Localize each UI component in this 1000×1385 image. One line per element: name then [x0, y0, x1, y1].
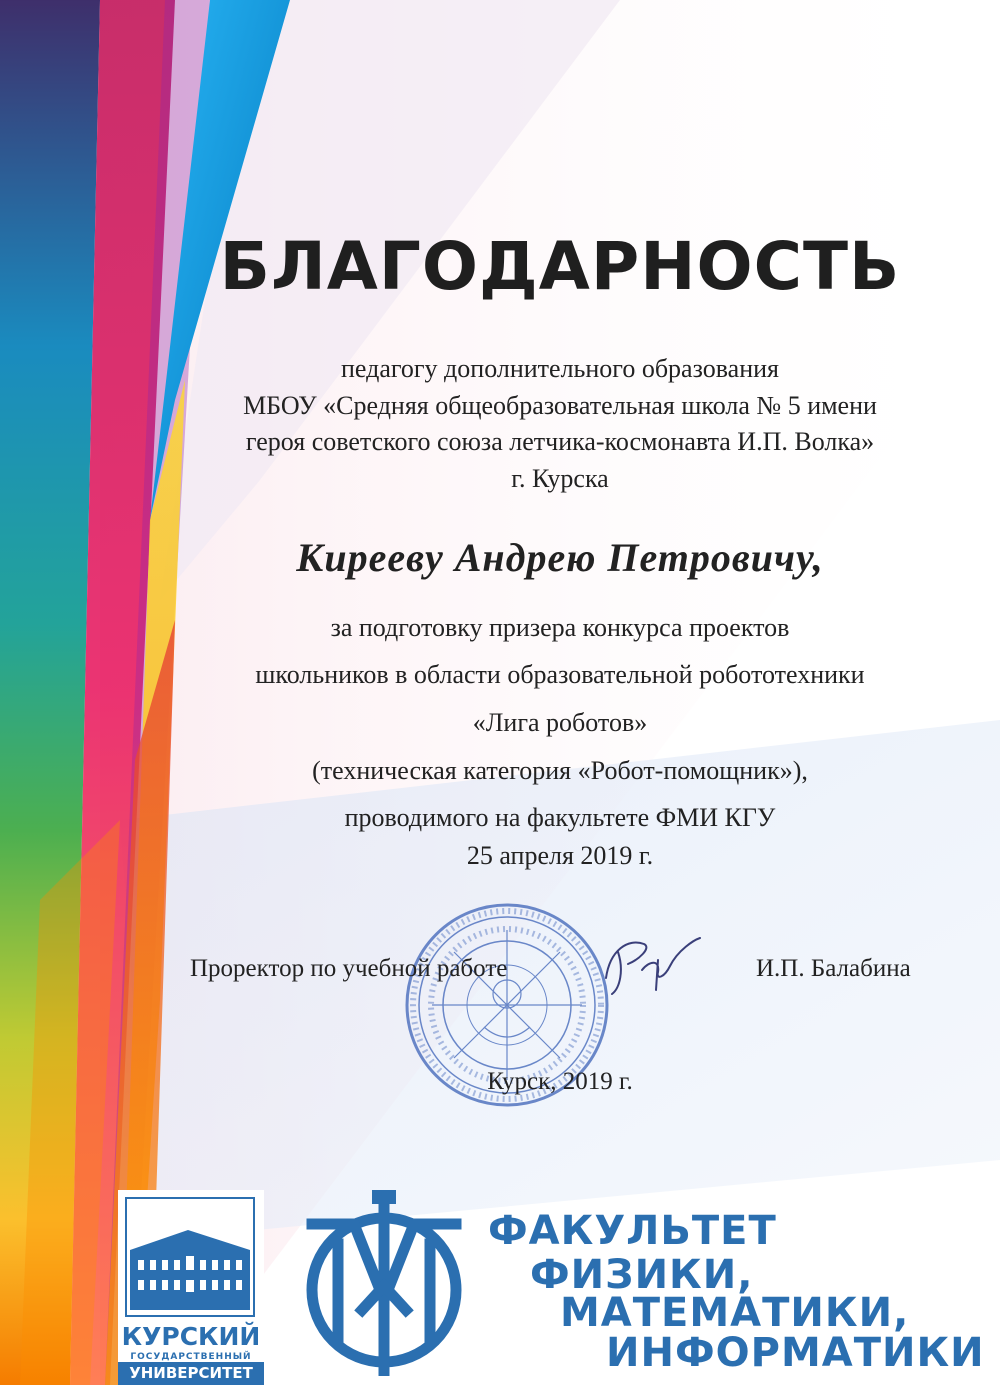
recipient-role-line-4: г. Курска: [511, 464, 609, 493]
faculty-name-line-1: ФАКУЛЬТЕТ: [488, 1208, 777, 1254]
reason-line-4: (техническая категория «Робот-помощник»),: [312, 756, 808, 785]
signatory-role: Проректор по учебной работе: [190, 955, 508, 982]
kursk-university-logo-line-3: УНИВЕРСИТЕТ: [129, 1364, 253, 1382]
faculty-name-line-2: ФИЗИКИ,: [530, 1252, 754, 1298]
recipient-role-line-3: героя советского союза летчика-космонавта И.П. Волка»: [245, 427, 875, 456]
signature: [598, 930, 708, 1000]
kursk-university-logo-line-2: ГОСУДАРСТВЕННЫЙ: [130, 1352, 252, 1362]
reason-line-2: школьников в области образовательной робототехники: [255, 660, 865, 689]
recipient-role-line-1: педагогу дополнительного образования: [341, 354, 779, 383]
faculty-name-line-4: ИНФОРМАТИКИ: [606, 1330, 985, 1376]
reason-line-3: «Лига роботов»: [472, 708, 648, 737]
recipient-role-line-2: МБОУ «Средняя общеобразовательная школа № 5 имени: [243, 391, 877, 420]
document-title: БЛАГОДАРНОСТЬ: [219, 228, 901, 305]
faculty-name-line-3: МАТЕМАТИКИ,: [560, 1290, 910, 1336]
reason-line-6: 25 апреля 2019 г.: [466, 841, 654, 870]
place-and-year: Курск, 2019 г.: [487, 1068, 633, 1095]
reason-line-1: за подготовку призера конкурса проектов: [330, 613, 790, 642]
faculty-emblem: [298, 1190, 470, 1376]
reason-line-5: проводимого на факультете ФМИ КГУ: [344, 803, 776, 832]
signatory-name: И.П. Балабина: [756, 955, 911, 982]
kursk-university-logo-line-1: КУРСКИЙ: [121, 1322, 261, 1351]
recipient-name: Кирееву Андрею Петровичу,: [296, 535, 824, 580]
